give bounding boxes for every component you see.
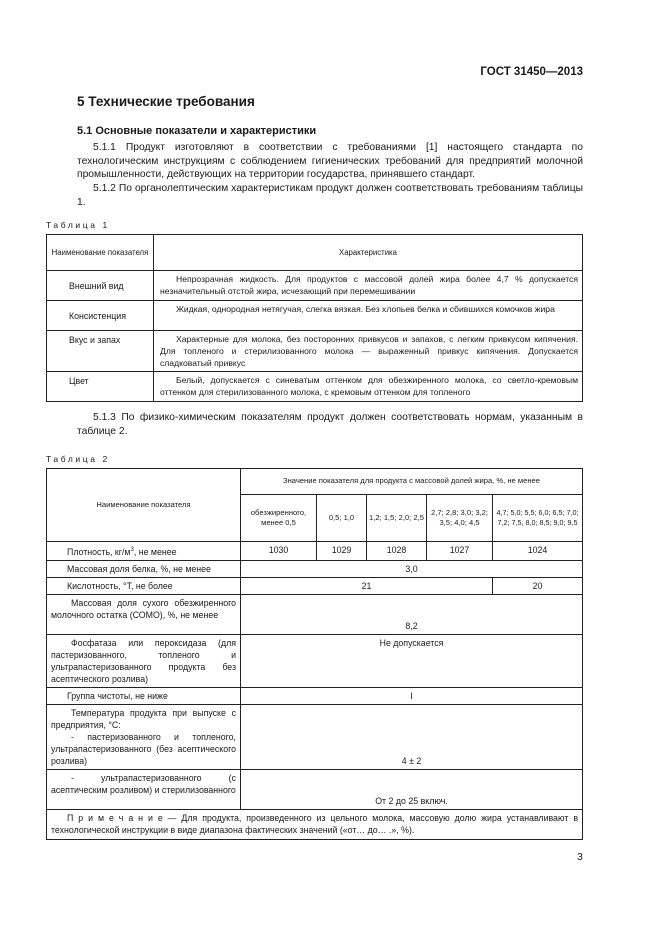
paragraph-text: 5.1.3 По физико-химическим показателям продукт должен соответствовать нормам, указанным в таблице 2. xyxy=(77,412,583,437)
density-value: 1024 xyxy=(493,542,583,561)
table-header-row xyxy=(47,469,583,495)
acidity-name: Кислотность, °Т, не более xyxy=(47,577,241,594)
row-name: Внешний вид xyxy=(47,271,154,301)
subsection-title: 5.1 Основные показатели и характеристики xyxy=(77,125,317,137)
table-note-row xyxy=(47,809,583,839)
paragraph-5-1-3 xyxy=(77,411,583,438)
table-1 xyxy=(46,234,583,402)
density-value: 1027 xyxy=(427,542,493,561)
table-row xyxy=(47,634,583,687)
table1-caption: Таблица 1 xyxy=(46,220,110,230)
somo-name: Массовая доля сухого обезжиренного молочного остатка (СОМО), %, не менее xyxy=(47,594,241,634)
table-row xyxy=(47,331,583,372)
header-name: Наименование показателя xyxy=(47,235,154,271)
temperature-name xyxy=(47,704,241,769)
row-text: Непрозрачная жидкость. Для продуктов с массовой долей жира более 4,7 % допускается незначительный отстой жира, исчезающий при перемешивании xyxy=(154,271,583,301)
density-name xyxy=(47,542,241,561)
protein-value: 3,0 xyxy=(241,560,583,577)
density-value: 1028 xyxy=(367,542,427,561)
temperature-sub-2: - ультрапастеризованного (с асептическим розливом) и стерилизованного xyxy=(47,769,241,809)
col-header: обезжиренного, менее 0,5 xyxy=(241,495,317,542)
document-code: ГОСТ 31450—2013 xyxy=(480,66,583,78)
table-row xyxy=(47,594,583,634)
temperature-value-1: 4 ± 2 xyxy=(241,704,583,769)
table-row xyxy=(47,687,583,704)
paragraph-text: 5.1.2 По органолептическим характеристикам продукт должен соответствовать требованиям таблицы 1. xyxy=(77,183,583,208)
purity-value: I xyxy=(241,687,583,704)
header-name: Наименование показателя xyxy=(47,469,241,542)
purity-name: Группа чистоты, не ниже xyxy=(47,687,241,704)
page-number: 3 xyxy=(577,851,583,863)
density-suffix: , не менее xyxy=(133,546,177,557)
row-text: Белый, допускается с синеватым оттенком для обезжиренного молока, со светло-кремовым оттенком для стерилизованного молока, с кремовым оттенком для топленого xyxy=(154,372,583,402)
row-text: Характерные для молока, без посторонних привкусов и запахов, с легким привкусом кипячения. Для топленого и стерилизованного молока — выраженный привкус кипячения. Допускается сладковатый привкус xyxy=(154,331,583,372)
temperature-value-2: От 2 до 25 включ. xyxy=(241,769,583,809)
row-name: Цвет xyxy=(47,372,154,402)
paragraph-5-1-2 xyxy=(77,182,583,209)
table-header-row xyxy=(47,235,583,271)
col-header: 0,5; 1,0 xyxy=(317,495,367,542)
row-name: Вкус и запах xyxy=(47,331,154,372)
table-row xyxy=(47,542,583,561)
somo-value: 8,2 xyxy=(241,594,583,634)
row-text: Жидкая, однородная нетягучая, слегка вязкая. Без хлопьев белка и сбившихся комочков жира xyxy=(154,301,583,331)
acidity-value: 21 xyxy=(241,577,493,594)
table-row xyxy=(47,704,583,769)
row-name: Консистенция xyxy=(47,301,154,331)
header-value: Значение показателя для продукта с массовой долей жира, %, не менее xyxy=(241,469,583,495)
table-note: П р и м е ч а н и е — Для продукта, произведенного из цельного молока, массовую долю жира устанавливают в технологической инструкции в виде диапазона фактических значений («от… до… .», %). xyxy=(47,809,583,839)
col-header: 1,2; 1,5; 2,0; 2,5 xyxy=(367,495,427,542)
paragraph-5-1-1 xyxy=(77,141,583,182)
table-row xyxy=(47,372,583,402)
table-row xyxy=(47,560,583,577)
col-header: 4,7; 5,0; 5,5; 6,0; 6,5; 7,0; 7,2; 7,5, 8,0; 8,5; 9,0; 9,5 xyxy=(493,495,583,542)
density-unit-power: 3 xyxy=(130,547,134,553)
table2-caption: Таблица 2 xyxy=(46,454,110,464)
table-row xyxy=(47,577,583,594)
header-characteristic: Характеристика xyxy=(154,235,583,271)
table-row xyxy=(47,301,583,331)
temperature-label: Температура продукта при выпуске с предприятия, °С: xyxy=(51,707,236,730)
paragraph-text: 5.1.1 Продукт изготовляют в соответствии с требованиями [1] настоящего стандарта по технологическим инструкциям с соблюдением гигиенических требований для предприятий молочной промышленности, действующих на территории государства, принявшего стандарт. xyxy=(77,142,583,181)
table-row xyxy=(47,769,583,809)
phosphatase-name: Фосфатаза или пероксидаза (для пастеризованного, топленого и ультрапастеризованного продукта без асептического розлива) xyxy=(47,634,241,687)
density-value: 1029 xyxy=(317,542,367,561)
acidity-value: 20 xyxy=(493,577,583,594)
temperature-sub-1: - пастеризованного и топленого, ультрапастеризованного (без асептического розлива) xyxy=(51,731,236,766)
protein-name: Массовая доля белка, %, не менее xyxy=(47,560,241,577)
table-row xyxy=(47,271,583,301)
section-title: 5 Технические требования xyxy=(77,94,255,109)
col-header: 2,7; 2,8; 3,0; 3,2; 3,5; 4,0; 4,5 xyxy=(427,495,493,542)
table-2 xyxy=(46,468,583,840)
phosphatase-value: Не допускается xyxy=(241,634,583,687)
density-value: 1030 xyxy=(241,542,317,561)
density-label: Плотность, кг/м xyxy=(67,546,131,557)
